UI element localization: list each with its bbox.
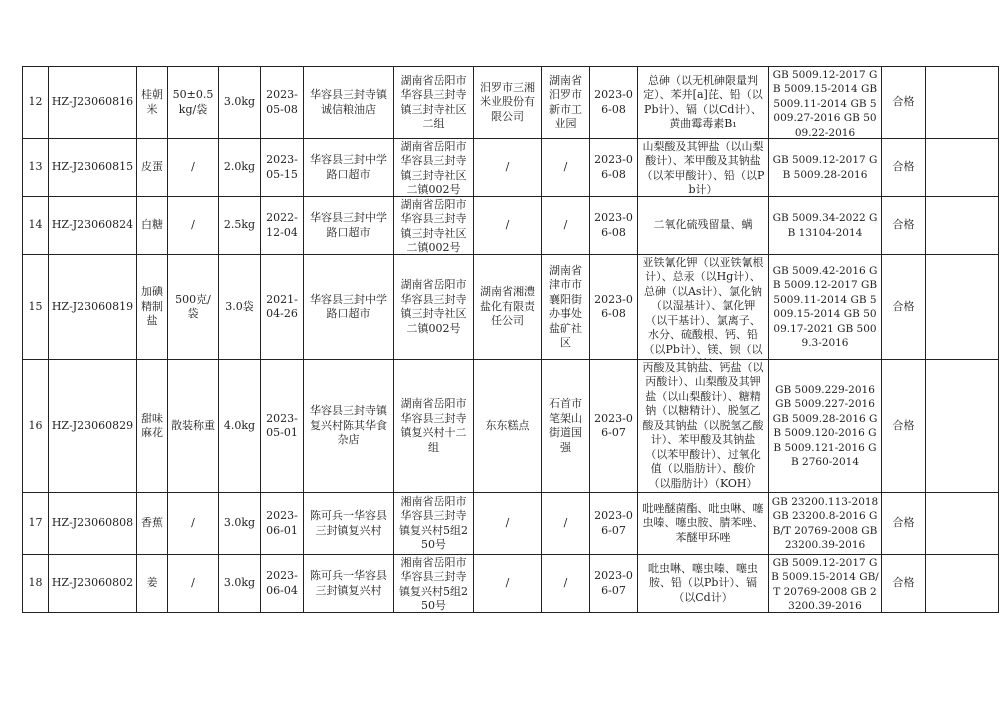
manufacturer-cell: 东东糕点 [474, 360, 542, 493]
manufacturer-cell: / [474, 197, 542, 255]
spec-cell: / [168, 493, 219, 555]
spec-cell: / [168, 197, 219, 255]
manufacturer-address-cell: 石首市笔架山街道国强 [542, 360, 590, 493]
manufacturer-cell: / [474, 493, 542, 555]
seller-address-cell: 湖南省岳阳市华容县三封寺镇三封寺社区二组 [394, 67, 474, 139]
product-name-cell: 皮蛋 [137, 139, 168, 197]
seller-address-cell: 湖南省岳阳市华容县三封寺镇复兴村十二组 [394, 360, 474, 493]
seq-cell: 17 [23, 493, 49, 555]
result-cell: 合格 [882, 493, 926, 555]
note-cell [926, 493, 999, 555]
manufacturer-address-cell: / [542, 139, 590, 197]
seq-cell: 16 [23, 360, 49, 493]
standards-cell: GB 5009.42-2016 GB 5009.12-2017 GB 5009.11-2014 GB 5009.15-2014 GB 5009.17-2021 GB 5009.3-2016 [769, 255, 882, 360]
inspection-results-table [22, 66, 999, 613]
result-cell: 合格 [882, 255, 926, 360]
production-date-cell: 2023-05-08 [261, 67, 304, 139]
result-cell: 合格 [882, 555, 926, 613]
seller-name-cell: 华容县三封寺镇诚信粮油店 [304, 67, 394, 139]
note-cell [926, 360, 999, 493]
quantity-cell: 3.0kg [219, 67, 261, 139]
table-row [23, 67, 999, 139]
standards-cell: GB 5009.34-2022 GB 13104-2014 [769, 197, 882, 255]
note-cell [926, 197, 999, 255]
quantity-cell: 4.0kg [219, 360, 261, 493]
seller-name-cell: 陈可兵一华容县三封镇复兴村 [304, 555, 394, 613]
spec-cell: 50±0.5kg/袋 [168, 67, 219, 139]
seq-cell: 14 [23, 197, 49, 255]
quantity-cell: 2.5kg [219, 197, 261, 255]
test-date-cell: 2023-06-07 [590, 555, 638, 613]
test-date-cell: 2023-06-07 [590, 360, 638, 493]
manufacturer-address-cell: 湖南省汨罗市新市工业园 [542, 67, 590, 139]
quantity-cell: 3.0kg [219, 493, 261, 555]
seq-cell: 18 [23, 555, 49, 613]
test-items-cell: 吡唑醚菌酯、吡虫啉、噻虫嗪、噻虫胺、腈苯唑、苯醚甲环唑 [638, 493, 769, 555]
seller-name-cell: 陈可兵一华容县三封镇复兴村 [304, 493, 394, 555]
table-row [23, 493, 999, 555]
sample-code-cell: HZ-J23060815 [49, 139, 137, 197]
spec-cell: 500克/袋 [168, 255, 219, 360]
manufacturer-address-cell: / [542, 493, 590, 555]
table-row [23, 139, 999, 197]
product-name-cell: 甜味麻花 [137, 360, 168, 493]
seller-name-cell: 华容县三封寺镇复兴村陈其华食杂店 [304, 360, 394, 493]
seller-name-cell: 华容县三封中学路口超市 [304, 197, 394, 255]
table-row [23, 555, 999, 613]
seq-cell: 12 [23, 67, 49, 139]
production-date-cell: 2023-06-04 [261, 555, 304, 613]
manufacturer-cell: / [474, 139, 542, 197]
seller-address-cell: 湖南省岳阳市华容县三封寺镇三封寺社区二镇002号 [394, 197, 474, 255]
sample-code-cell: HZ-J23060802 [49, 555, 137, 613]
standards-cell: GB 5009.12-2017 GB 5009.15-2014 GB 5009.11-2014 GB 5009.27-2016 GB 5009.22-2016 [769, 67, 882, 139]
sample-code-cell: HZ-J23060819 [49, 255, 137, 360]
result-cell: 合格 [882, 197, 926, 255]
standards-cell: GB 5009.12-2017 GB 5009.15-2014 GB/T 20769-2008 GB 23200.39-2016 [769, 555, 882, 613]
manufacturer-cell: 汨罗市三湘米业股份有限公司 [474, 67, 542, 139]
test-items-cell: 二氧化硫残留量、螨 [638, 197, 769, 255]
table-row [23, 360, 999, 493]
production-date-cell: 2021-04-26 [261, 255, 304, 360]
seller-name-cell: 华容县三封中学路口超市 [304, 255, 394, 360]
table-body [23, 67, 999, 613]
sample-code-cell: HZ-J23060808 [49, 493, 137, 555]
seller-address-cell: 湖南省岳阳市华容县三封寺镇三封寺社区二镇002号 [394, 139, 474, 197]
standards-cell: GB 23200.113-2018 GB 23200.8-2016 GB/T 20769-2008 GB 23200.39-2016 [769, 493, 882, 555]
test-date-cell: 2023-06-08 [590, 197, 638, 255]
seller-name-cell: 华容县三封中学路口超市 [304, 139, 394, 197]
test-items-cell: 亚铁氰化钾（以亚铁氰根计）、总汞（以Hg计）、总砷（以As计）、氯化钠（以湿基计）、氯化钾（以干基计）、氯离子、水分、硫酸根、钙、铅（以Pb计）、镁、钡（以 [638, 255, 769, 360]
spec-cell: / [168, 139, 219, 197]
seller-address-cell: 湘南省岳阳市华容县三封寺镇复兴村5组250号 [394, 555, 474, 613]
standards-cell: GB 5009.12-2017 GB 5009.28-2016 [769, 139, 882, 197]
note-cell [926, 67, 999, 139]
quantity-cell: 3.0袋 [219, 255, 261, 360]
seller-address-cell: 湘南省岳阳市华容县三封寺镇复兴村5组250号 [394, 493, 474, 555]
test-items-cell: 山梨酸及其钾盐（以山梨酸计）、苯甲酸及其钠盐（以苯甲酸计）、铅（以Pb计） [638, 139, 769, 197]
manufacturer-address-cell: 湖南省津市市襄阳街办事处盐矿社区 [542, 255, 590, 360]
manufacturer-cell: / [474, 555, 542, 613]
test-date-cell: 2023-06-08 [590, 139, 638, 197]
table-row [23, 197, 999, 255]
result-cell: 合格 [882, 360, 926, 493]
product-name-cell: 香蕉 [137, 493, 168, 555]
quantity-cell: 2.0kg [219, 139, 261, 197]
table-row [23, 255, 999, 360]
note-cell [926, 255, 999, 360]
standards-cell: GB 5009.229-2016 GB 5009.227-2016 GB 5009.28-2016 GB 5009.120-2016 GB 5009.121-2016 GB 2760-2014 [769, 360, 882, 493]
seller-address-cell: 湖南省岳阳市华容县三封寺镇三封寺社区二镇002号 [394, 255, 474, 360]
test-items-cell: 总砷（以无机砷限量判定）、苯并[a]芘、铅（以Pb计）、镉（以Cd计）、黄曲霉毒素B₁ [638, 67, 769, 139]
quantity-cell: 3.0kg [219, 555, 261, 613]
manufacturer-address-cell: / [542, 555, 590, 613]
test-date-cell: 2023-06-08 [590, 255, 638, 360]
test-date-cell: 2023-06-08 [590, 67, 638, 139]
test-items-cell: 吡虫啉、噻虫嗪、噻虫胺、铅（以Pb计）、镉（以Cd计） [638, 555, 769, 613]
seq-cell: 15 [23, 255, 49, 360]
seq-cell: 13 [23, 139, 49, 197]
product-name-cell: 桂朝米 [137, 67, 168, 139]
product-name-cell: 姜 [137, 555, 168, 613]
note-cell [926, 139, 999, 197]
sample-code-cell: HZ-J23060824 [49, 197, 137, 255]
result-cell: 合格 [882, 139, 926, 197]
product-name-cell: 加碘精制盐 [137, 255, 168, 360]
production-date-cell: 2023-06-01 [261, 493, 304, 555]
note-cell [926, 555, 999, 613]
result-cell: 合格 [882, 67, 926, 139]
test-date-cell: 2023-06-07 [590, 493, 638, 555]
spec-cell: / [168, 555, 219, 613]
production-date-cell: 2023-05-15 [261, 139, 304, 197]
product-name-cell: 白糖 [137, 197, 168, 255]
sample-code-cell: HZ-J23060816 [49, 67, 137, 139]
manufacturer-cell: 湖南省湘澧盐化有限责任公司 [474, 255, 542, 360]
spec-cell: 散装称重 [168, 360, 219, 493]
sample-code-cell: HZ-J23060829 [49, 360, 137, 493]
test-items-cell: 丙酸及其钠盐、钙盐（以丙酸计）、山梨酸及其钾盐（以山梨酸计）、糖精钠（以糖精计）、脱氢乙酸及其钠盐（以脱氢乙酸计）、苯甲酸及其钠盐（以苯甲酸计）、过氧化值（以脂肪计）、酸价（以脂肪计）（KOH） [638, 360, 769, 493]
production-date-cell: 2023-05-01 [261, 360, 304, 493]
production-date-cell: 2022-12-04 [261, 197, 304, 255]
manufacturer-address-cell: / [542, 197, 590, 255]
